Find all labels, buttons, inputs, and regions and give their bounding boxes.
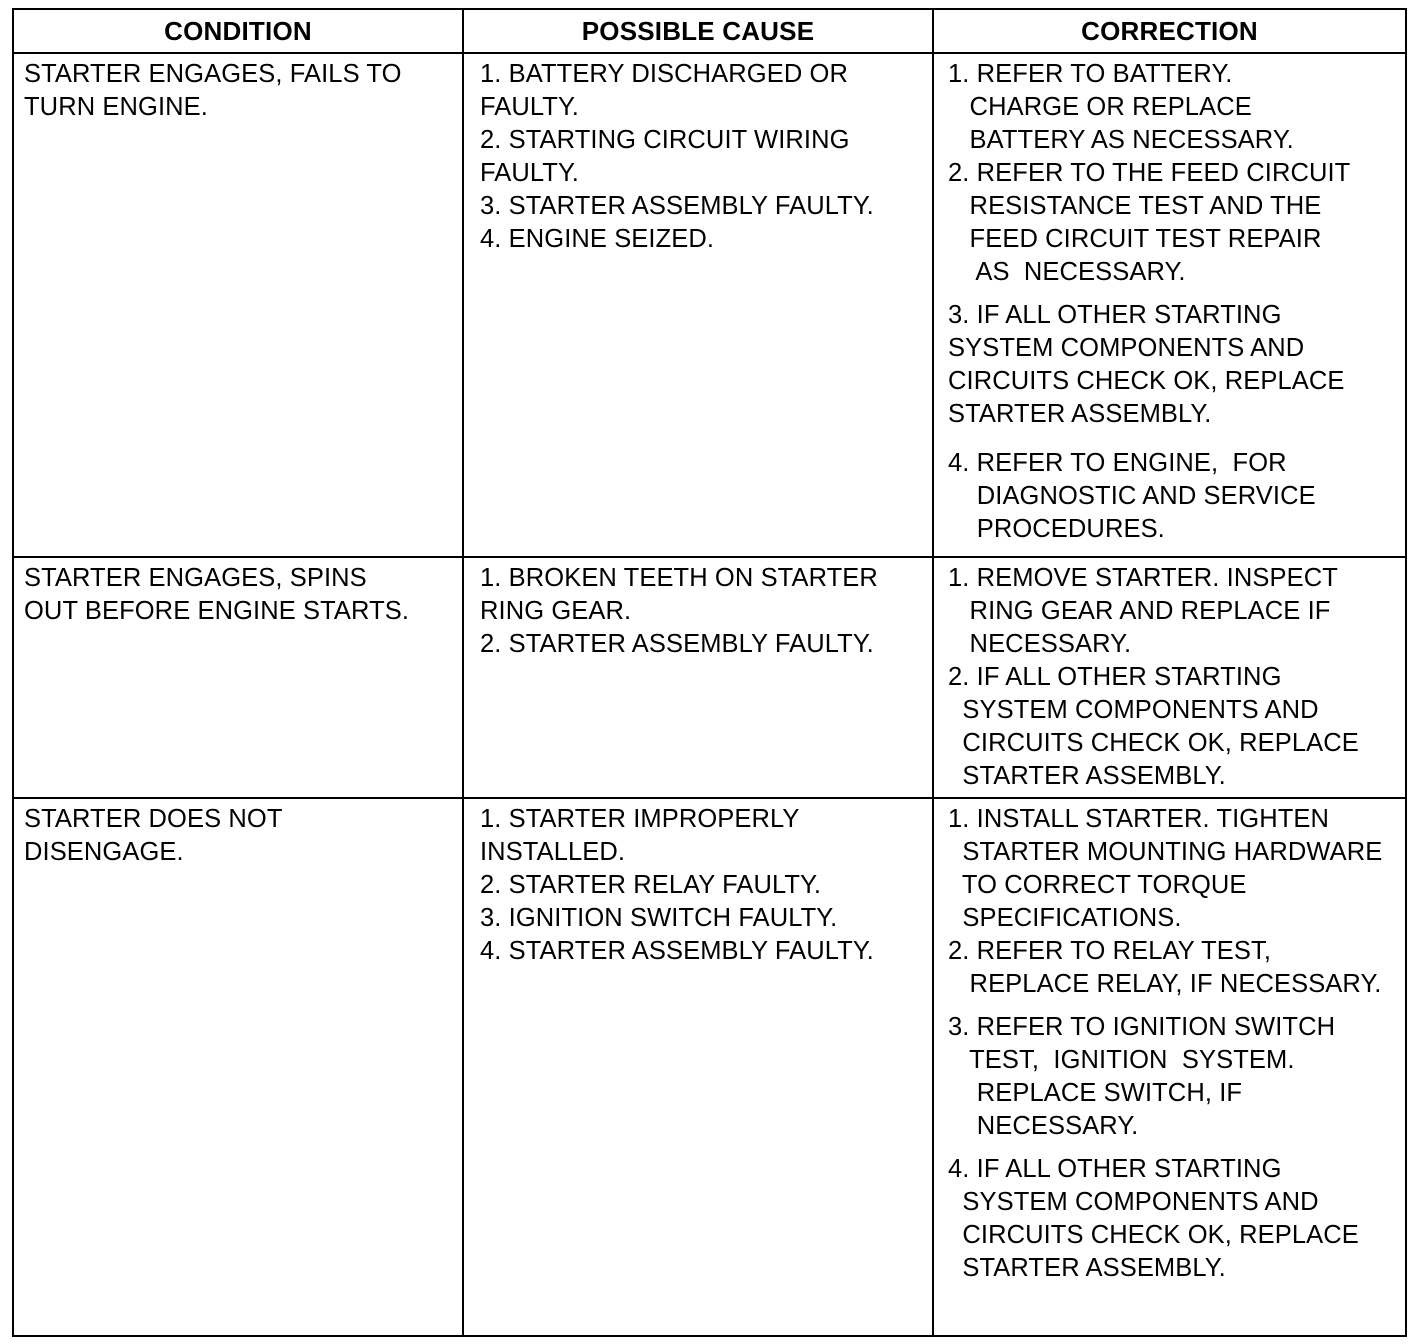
condition-line: TURN ENGINE. [24,93,208,121]
cause-line: 1. BATTERY DISCHARGED OR [480,60,848,88]
correction-line: 3. IF ALL OTHER STARTING [948,301,1282,329]
correction-line: TO CORRECT TORQUE [948,870,1247,899]
cause-line: 1. STARTER IMPROPERLY [480,804,800,833]
correction-item [948,58,1403,157]
condition-line: STARTER ENGAGES, FAILS TO [24,60,402,88]
cause-cell [463,798,933,1336]
condition-line: STARTER DOES NOT [24,804,283,833]
cause-line: 2. STARTER RELAY FAULTY. [480,870,822,899]
correction-line: TEST, IGNITION SYSTEM. [948,1045,1295,1074]
correction-line: STARTER ASSEMBLY. [948,1253,1226,1282]
correction-cell [933,557,1406,798]
cause-line: 3. STARTER ASSEMBLY FAULTY. [480,192,874,220]
correction-item [948,803,1403,935]
cause-line: 2. STARTING CIRCUIT WIRING [480,126,850,154]
condition-cell [13,53,463,557]
table-row [13,798,1406,1336]
correction-item [948,157,1403,289]
correction-line: CHARGE OR REPLACE [948,93,1252,121]
correction-line: 3. REFER TO IGNITION SWITCH [948,1012,1336,1041]
correction-line: 1. INSTALL STARTER. TIGHTEN [948,804,1330,833]
correction-line: CIRCUITS CHECK OK, REPLACE [948,1220,1359,1249]
header-correction: CORRECTION [933,9,1406,53]
correction-line: 2. IF ALL OTHER STARTING [948,662,1282,691]
correction-item [948,447,1403,546]
header-row [13,9,1406,53]
correction-line: 2. REFER TO THE FEED CIRCUIT [948,159,1351,187]
correction-line: FEED CIRCUIT TEST REPAIR [948,225,1322,253]
correction-line: DIAGNOSTIC AND SERVICE [948,482,1316,510]
correction-line: REPLACE RELAY, IF NECESSARY. [948,969,1382,998]
correction-line: SYSTEM COMPONENTS AND [948,334,1305,362]
header-possible-cause: POSSIBLE CAUSE [463,9,933,53]
correction-line: AS NECESSARY. [948,258,1186,286]
correction-line: SPECIFICATIONS. [948,903,1182,932]
correction-line: CIRCUITS CHECK OK, REPLACE [948,728,1359,757]
condition-line: OUT BEFORE ENGINE STARTS. [24,596,410,625]
correction-item [948,1011,1403,1143]
correction-line: PROCEDURES. [948,515,1165,543]
cause-line: FAULTY. [480,159,579,187]
condition-cell [13,557,463,798]
condition-line: DISENGAGE. [24,837,184,866]
cause-line: 4. STARTER ASSEMBLY FAULTY. [480,936,874,965]
correction-line: 1. REMOVE STARTER. INSPECT [948,563,1338,592]
correction-line: REPLACE SWITCH, IF [948,1078,1243,1107]
starter-diagnosis-table [12,8,1407,1337]
correction-line: 2. REFER TO RELAY TEST, [948,936,1272,965]
condition-line: STARTER ENGAGES, SPINS [24,563,367,592]
correction-cell [933,53,1406,557]
correction-line: 1. REFER TO BATTERY. [948,60,1233,88]
correction-item [948,299,1403,431]
cause-cell [463,53,933,557]
correction-line: SYSTEM COMPONENTS AND [948,695,1319,724]
cause-cell [463,557,933,798]
cause-line: 4. ENGINE SEIZED. [480,225,715,253]
correction-cell [933,798,1406,1336]
table-row [13,53,1406,557]
correction-line: NECESSARY. [948,1111,1139,1140]
cause-line: 3. IGNITION SWITCH FAULTY. [480,903,838,932]
correction-line: RESISTANCE TEST AND THE [948,192,1322,220]
correction-line: RING GEAR AND REPLACE IF [948,596,1331,625]
correction-line: STARTER ASSEMBLY. [948,761,1226,790]
correction-item [948,661,1403,793]
correction-line: 4. REFER TO ENGINE, FOR [948,449,1287,477]
cause-line: 1. BROKEN TEETH ON STARTER [480,563,878,592]
condition-cell [13,798,463,1336]
cause-line: FAULTY. [480,93,579,121]
correction-item [948,1153,1403,1285]
correction-line: CIRCUITS CHECK OK, REPLACE [948,367,1345,395]
cause-line: RING GEAR. [480,596,632,625]
cause-line: 2. STARTER ASSEMBLY FAULTY. [480,629,874,658]
correction-item [948,562,1403,661]
correction-line: NECESSARY. [948,629,1132,658]
correction-line: 4. IF ALL OTHER STARTING [948,1154,1282,1183]
correction-line: BATTERY AS NECESSARY. [948,126,1294,154]
correction-line: SYSTEM COMPONENTS AND [948,1187,1319,1216]
correction-item [948,935,1403,1001]
correction-line: STARTER ASSEMBLY. [948,400,1212,428]
header-condition: CONDITION [13,9,463,53]
correction-line: STARTER MOUNTING HARDWARE [948,837,1383,866]
cause-line: INSTALLED. [480,837,626,866]
table-row [13,557,1406,798]
